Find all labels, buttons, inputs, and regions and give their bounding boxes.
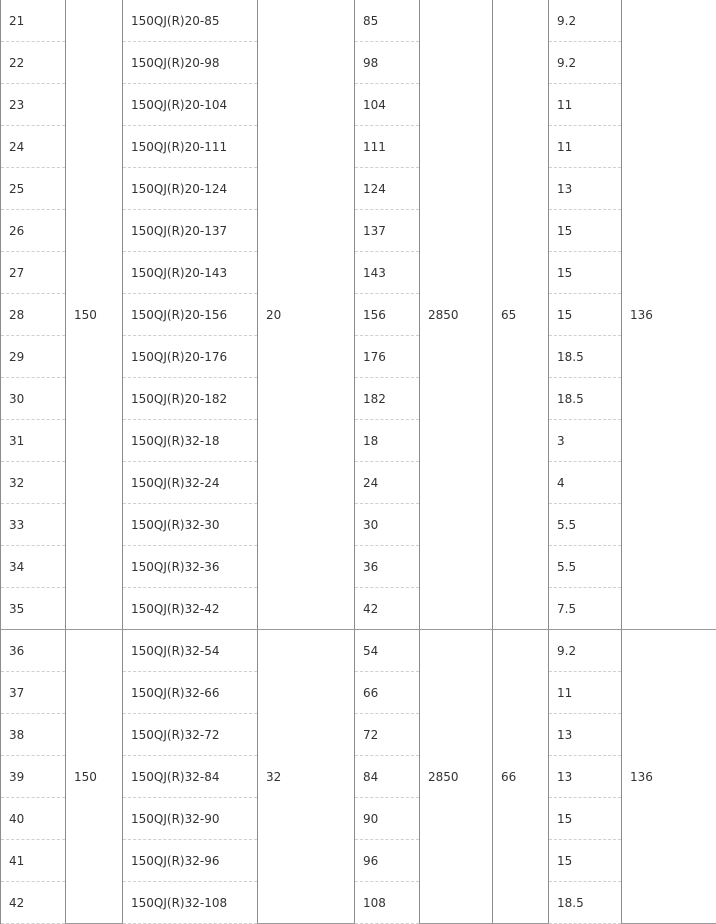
power-cell: 15 — [549, 210, 622, 252]
model-cell: 150QJ(R)20-98 — [123, 42, 258, 84]
head-cell: 36 — [355, 546, 420, 588]
head-cell: 104 — [355, 84, 420, 126]
spec-table-body — [1, 0, 716, 924]
efficiency-cell: 66 — [493, 630, 549, 924]
model-cell: 150QJ(R)32-30 — [123, 504, 258, 546]
model-cell: 150QJ(R)20-156 — [123, 294, 258, 336]
row-number-cell: 33 — [1, 504, 66, 546]
power-cell: 5.5 — [549, 504, 622, 546]
row-number-cell: 37 — [1, 672, 66, 714]
model-cell: 150QJ(R)32-24 — [123, 462, 258, 504]
speed-cell: 2850 — [420, 630, 493, 924]
power-cell: 15 — [549, 798, 622, 840]
flow-cell: 20 — [258, 0, 355, 630]
speed-cell: 2850 — [420, 0, 493, 630]
head-cell: 137 — [355, 210, 420, 252]
outlet-diameter-cell: 150 — [66, 0, 123, 630]
row-number-cell: 34 — [1, 546, 66, 588]
power-cell: 5.5 — [549, 546, 622, 588]
head-cell: 54 — [355, 630, 420, 672]
power-cell: 15 — [549, 294, 622, 336]
row-number-cell: 28 — [1, 294, 66, 336]
motor-outer-diameter-cell: 136 — [622, 630, 716, 924]
row-number-cell: 27 — [1, 252, 66, 294]
model-cell: 150QJ(R)32-96 — [123, 840, 258, 882]
row-number-cell: 41 — [1, 840, 66, 882]
model-cell: 150QJ(R)20-85 — [123, 0, 258, 42]
head-cell: 156 — [355, 294, 420, 336]
row-number-cell: 25 — [1, 168, 66, 210]
head-cell: 90 — [355, 798, 420, 840]
head-cell: 24 — [355, 462, 420, 504]
row-number-cell: 36 — [1, 630, 66, 672]
model-cell: 150QJ(R)32-72 — [123, 714, 258, 756]
model-cell: 150QJ(R)32-84 — [123, 756, 258, 798]
flow-cell: 32 — [258, 630, 355, 924]
row-number-cell: 24 — [1, 126, 66, 168]
power-cell: 13 — [549, 756, 622, 798]
model-cell: 150QJ(R)32-36 — [123, 546, 258, 588]
power-cell: 13 — [549, 168, 622, 210]
head-cell: 96 — [355, 840, 420, 882]
table-row — [1, 0, 716, 42]
head-cell: 176 — [355, 336, 420, 378]
row-number-cell: 26 — [1, 210, 66, 252]
model-cell: 150QJ(R)20-137 — [123, 210, 258, 252]
head-cell: 84 — [355, 756, 420, 798]
model-cell: 150QJ(R)20-111 — [123, 126, 258, 168]
model-cell: 150QJ(R)20-182 — [123, 378, 258, 420]
outlet-diameter-cell: 150 — [66, 630, 123, 924]
row-number-cell: 38 — [1, 714, 66, 756]
head-cell: 143 — [355, 252, 420, 294]
head-cell: 111 — [355, 126, 420, 168]
power-cell: 18.5 — [549, 378, 622, 420]
row-number-cell: 29 — [1, 336, 66, 378]
model-cell: 150QJ(R)20-143 — [123, 252, 258, 294]
row-number-cell: 32 — [1, 462, 66, 504]
table-row — [1, 630, 716, 672]
head-cell: 98 — [355, 42, 420, 84]
power-cell: 9.2 — [549, 630, 622, 672]
efficiency-cell: 65 — [493, 0, 549, 630]
row-number-cell: 30 — [1, 378, 66, 420]
model-cell: 150QJ(R)32-108 — [123, 882, 258, 924]
power-cell: 13 — [549, 714, 622, 756]
row-number-cell: 40 — [1, 798, 66, 840]
row-number-cell: 31 — [1, 420, 66, 462]
model-cell: 150QJ(R)32-54 — [123, 630, 258, 672]
power-cell: 18.5 — [549, 882, 622, 924]
model-cell: 150QJ(R)20-176 — [123, 336, 258, 378]
head-cell: 30 — [355, 504, 420, 546]
model-cell: 150QJ(R)32-42 — [123, 588, 258, 630]
head-cell: 18 — [355, 420, 420, 462]
head-cell: 124 — [355, 168, 420, 210]
power-cell: 11 — [549, 84, 622, 126]
row-number-cell: 21 — [1, 0, 66, 42]
row-number-cell: 23 — [1, 84, 66, 126]
head-cell: 42 — [355, 588, 420, 630]
head-cell: 85 — [355, 0, 420, 42]
power-cell: 7.5 — [549, 588, 622, 630]
power-cell: 11 — [549, 672, 622, 714]
model-cell: 150QJ(R)20-104 — [123, 84, 258, 126]
head-cell: 72 — [355, 714, 420, 756]
power-cell: 3 — [549, 420, 622, 462]
head-cell: 108 — [355, 882, 420, 924]
row-number-cell: 39 — [1, 756, 66, 798]
head-cell: 66 — [355, 672, 420, 714]
power-cell: 11 — [549, 126, 622, 168]
model-cell: 150QJ(R)32-66 — [123, 672, 258, 714]
motor-outer-diameter-cell: 136 — [622, 0, 716, 630]
power-cell: 4 — [549, 462, 622, 504]
model-cell: 150QJ(R)32-18 — [123, 420, 258, 462]
power-cell: 15 — [549, 840, 622, 882]
power-cell: 15 — [549, 252, 622, 294]
head-cell: 182 — [355, 378, 420, 420]
row-number-cell: 22 — [1, 42, 66, 84]
row-number-cell: 35 — [1, 588, 66, 630]
model-cell: 150QJ(R)32-90 — [123, 798, 258, 840]
row-number-cell: 42 — [1, 882, 66, 924]
model-cell: 150QJ(R)20-124 — [123, 168, 258, 210]
power-cell: 18.5 — [549, 336, 622, 378]
power-cell: 9.2 — [549, 0, 622, 42]
power-cell: 9.2 — [549, 42, 622, 84]
